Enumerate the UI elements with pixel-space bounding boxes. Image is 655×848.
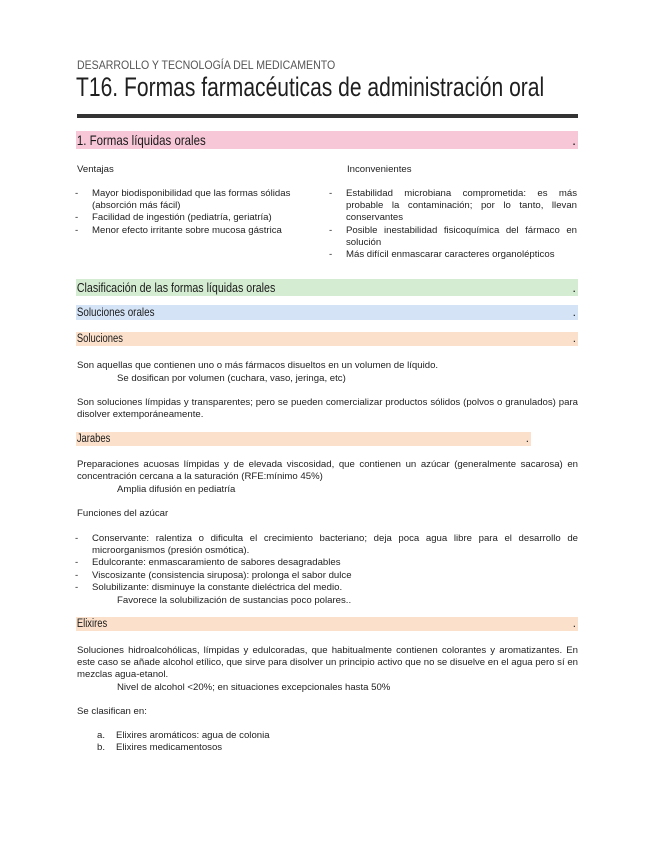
list-item: - Facilidad de ingestión (pediatría, geriatría) xyxy=(77,212,309,224)
elixires-clasif-list xyxy=(97,730,537,754)
list-item: - Conservante: ralentiza o dificulta el crecimiento bacteriano; deja poca agua libre para el desarrollo de microorganismos (presión osmótica). xyxy=(77,533,578,557)
ventajas-title: Ventajas xyxy=(77,164,114,175)
section-heading-formas-liquidas: 1. Formas líquidas orales . xyxy=(76,132,576,148)
list-item xyxy=(97,742,537,754)
section-heading-jarabes: Jarabes . xyxy=(76,433,529,445)
list-item: - Posible inestabilidad fisicoquímica del fármaco en solución xyxy=(331,225,577,249)
jarabes-paragraph-1: Preparaciones acuosas límpidas y de elevada viscosidad, que contienen un azúcar (generalmente sacarosa) en concentración cercana a la saturación (RFE:mínimo 45%) xyxy=(77,459,578,483)
subject-header: DESARROLLO Y TECNOLOGÍA DEL MEDICAMENTO xyxy=(77,58,336,72)
list-marker: b. xyxy=(97,742,106,754)
title-divider xyxy=(77,114,578,118)
soluciones-paragraph-2: Son soluciones límpidas y transparentes; pero se pueden comercializar productos sólidos (polvos o granulados) para disolver extemporáneamente. xyxy=(77,397,578,421)
funciones-title: Funciones del azúcar xyxy=(77,508,169,519)
list-item: - Solubilizante: disminuye la constante dieléctrica del medio. xyxy=(77,582,578,594)
elixires-paragraph-1: Soluciones hidroalcohólicas, límpidas y edulcoradas, que habitualmente contienen colorantes y aromatizantes. En este caso se añade alcohol etílico, que sirve para disolver un principio activo que no se disuelve en el agua pero sí en mezclas agua-etanol. xyxy=(77,645,578,681)
section-heading-soluciones: Soluciones . xyxy=(76,333,576,345)
soluciones-paragraph-1: Son aquellas que contienen uno o más fármacos disueltos en un volumen de líquido. xyxy=(77,360,439,371)
list-item: - Edulcorante: enmascaramiento de sabores desagradables xyxy=(77,557,578,569)
ventajas-list xyxy=(77,188,309,237)
inconvenientes-list xyxy=(331,188,577,261)
list-item: - Más difícil enmascarar caracteres organolépticos xyxy=(331,249,577,261)
soluciones-indent-1: Se dosifican por volumen (cuchara, vaso, jeringa, etc) xyxy=(117,373,346,384)
jarabes-indent-1: Amplia difusión en pediatría xyxy=(117,484,236,495)
list-item: - Menor efecto irritante sobre mucosa gástrica xyxy=(77,225,309,237)
list-marker: a. xyxy=(97,730,106,741)
clasif-title: Se clasifican en: xyxy=(77,706,147,717)
elixires-indent-1: Nivel de alcohol <20%; en situaciones excepcionales hasta 50% xyxy=(117,682,391,693)
list-item: - Mayor biodisponibilidad que las formas sólidas (absorción más fácil) xyxy=(77,188,309,212)
page-title: T16. Formas farmacéuticas de administración oral xyxy=(76,72,545,102)
list-item: - Viscosizante (consistencia siruposa): prolonga el sabor dulce xyxy=(77,570,578,582)
section-heading-soluciones-orales: Soluciones orales . xyxy=(76,305,576,319)
inconvenientes-title: Inconvenientes xyxy=(347,164,412,175)
section-heading-clasificacion: Clasificación de las formas líquidas orales . xyxy=(76,280,576,295)
list-item: - Estabilidad microbiana comprometida: es más probable la contaminación; por lo tanto, llevan conservantes xyxy=(331,188,577,225)
section-heading-elixires: Elixires . xyxy=(76,618,576,630)
list-item xyxy=(97,730,537,742)
funciones-indent: Favorece la solubilización de sustancias poco polares.. xyxy=(117,595,352,606)
funciones-list xyxy=(77,533,578,594)
list-text: Elixires medicamentosos xyxy=(116,742,223,754)
list-text: Elixires aromáticos: agua de colonia xyxy=(116,730,270,741)
